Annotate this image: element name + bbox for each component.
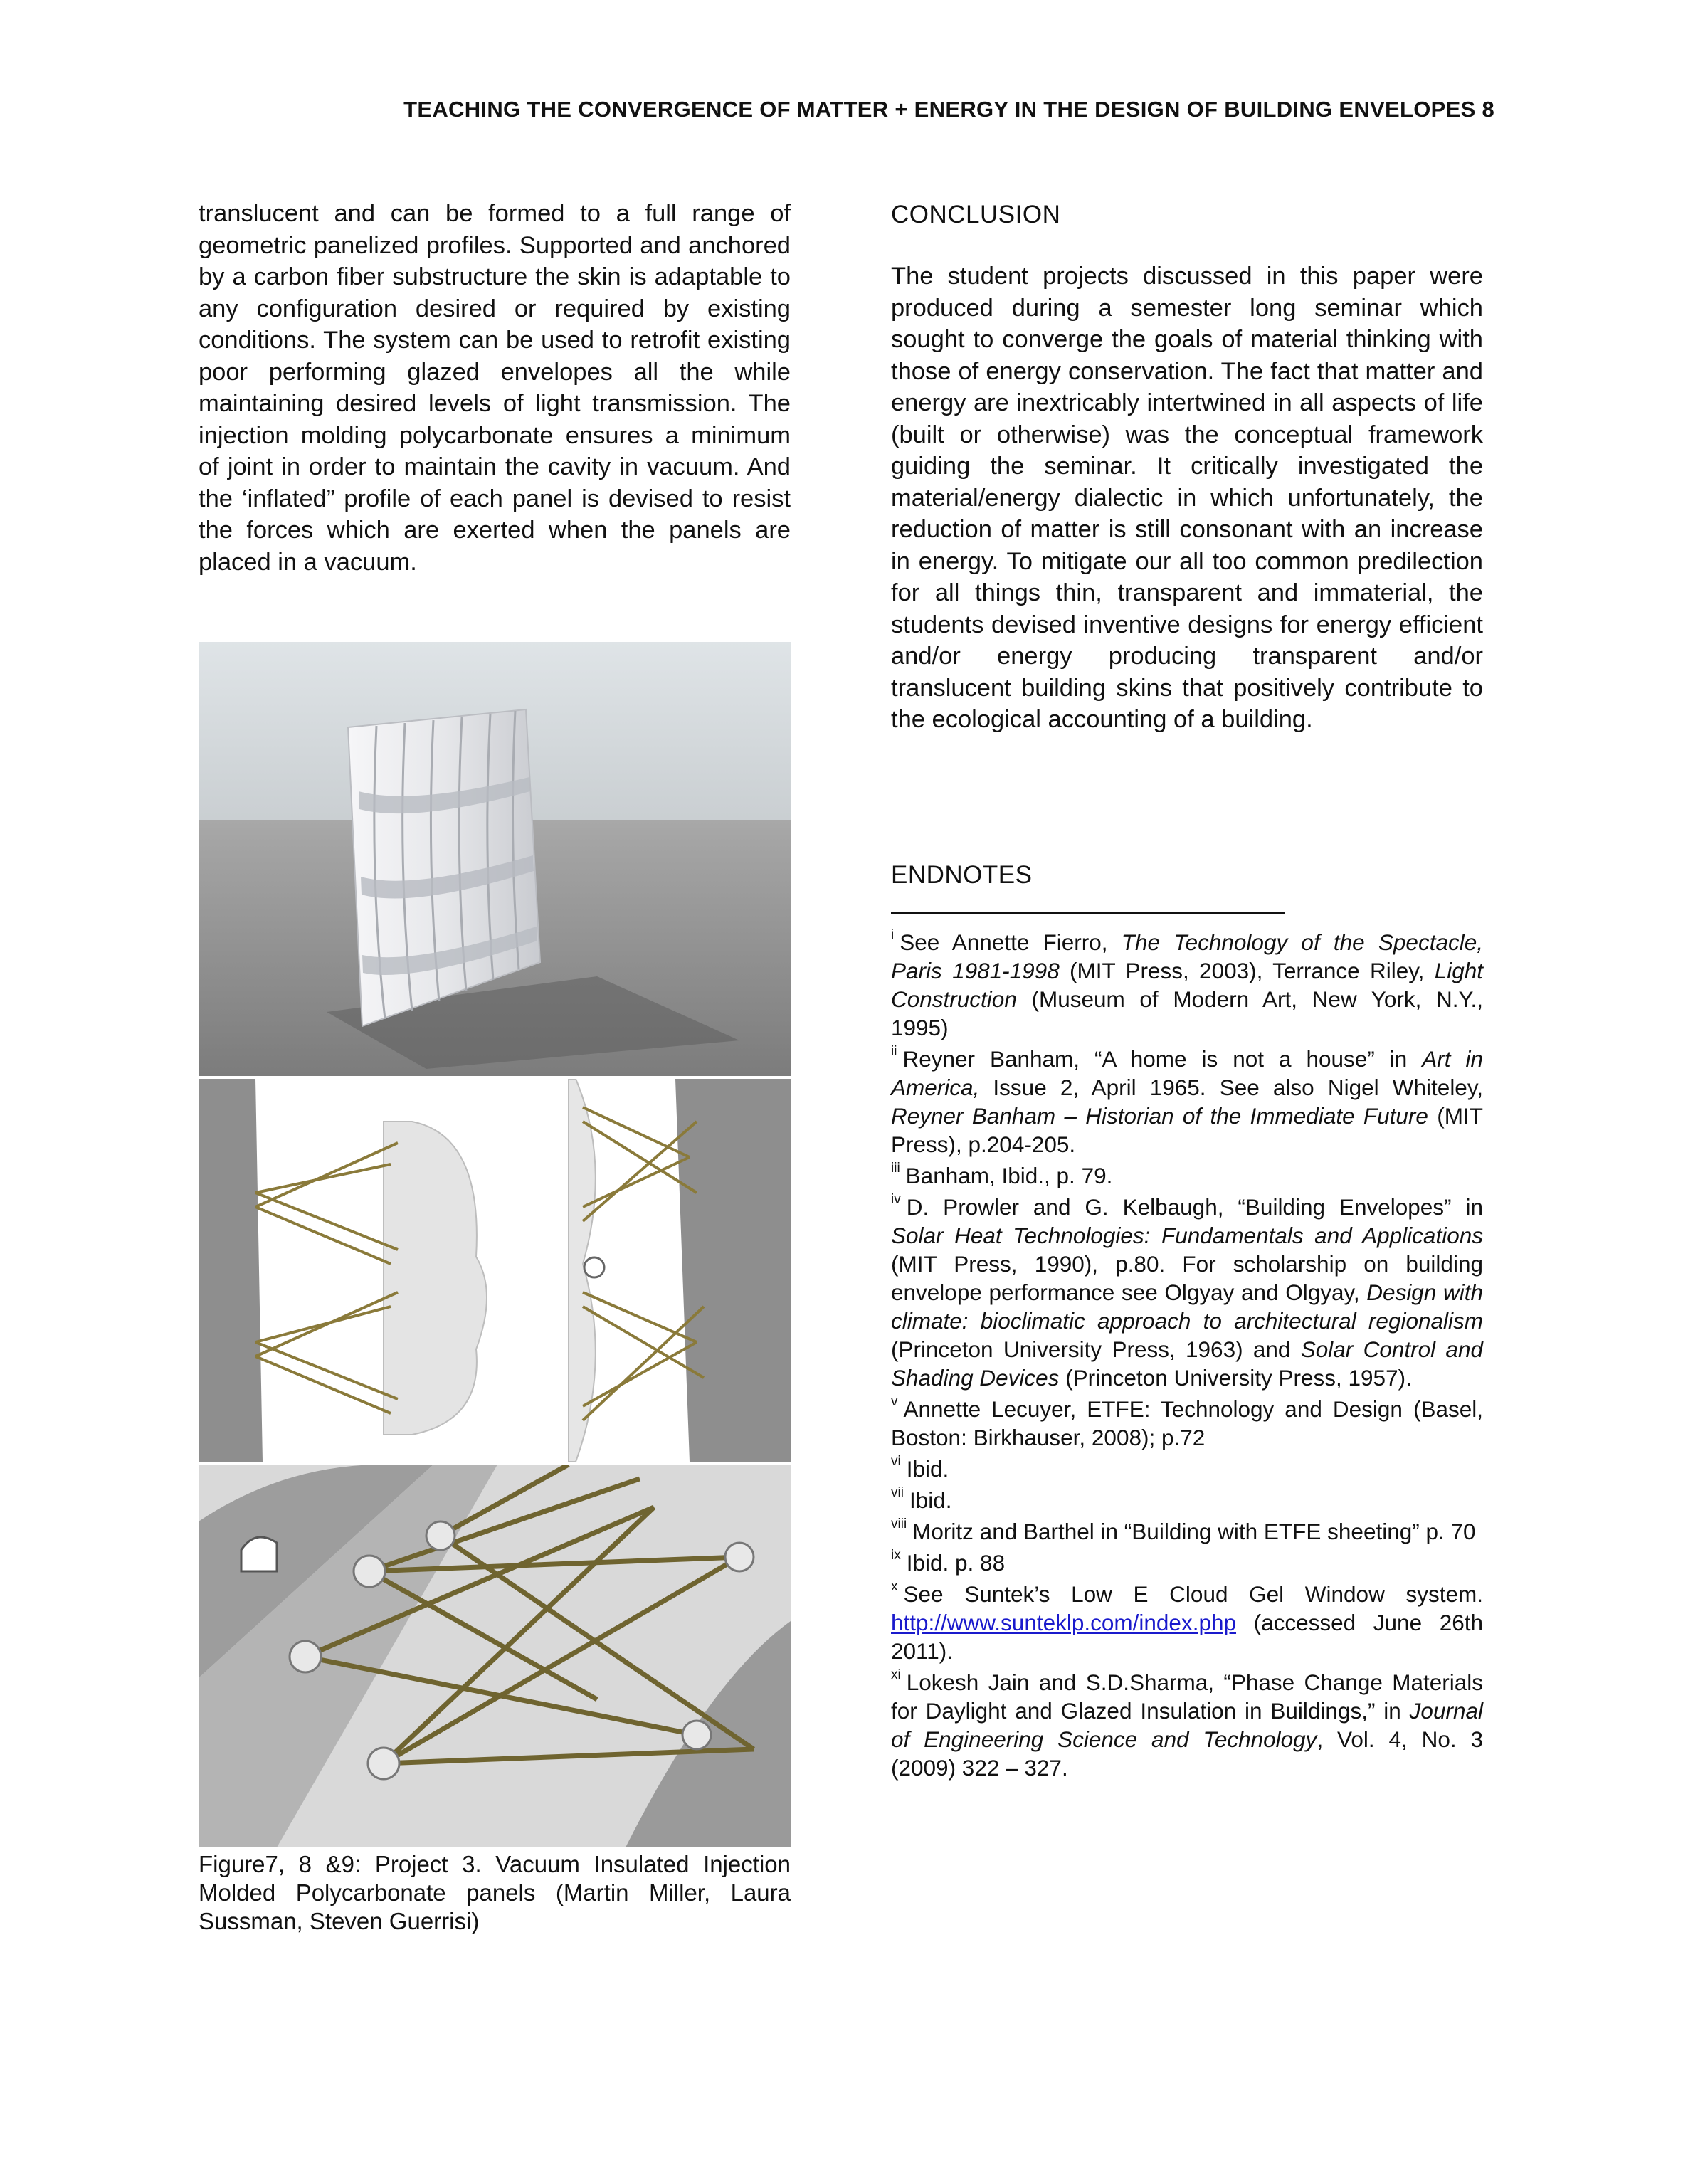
endnote-marker: viii (891, 1516, 907, 1531)
endnote-text: Ibid. (909, 1487, 952, 1513)
body-paragraph: translucent and can be formed to a full range of geometric panelized profiles. Supported and anchored by a carbon fiber substructure the skin is adaptable to any configuration desired or required by existing conditions. The system can be used to retrofit existing poor performing glazed envelopes all the while maintaining desired levels of light transmission. The injection molding polycarbonate ensures a minimum of joint in order to maintain the cavity in vacuum. And the ‘inflated” profile of each panel is devised to resist the forces which are exerted when the panels are placed in a vacuum. (199, 200, 791, 576)
endnotes-rule (891, 912, 1285, 914)
endnote-8 (891, 1517, 1483, 1546)
endnote-text: D. Prowler and G. Kelbaugh, “Building Envelopes” in (906, 1194, 1483, 1220)
endnote-marker: vii (891, 1485, 904, 1500)
endnote-title: The Technology of the Spectacle, Paris 1981-1998 (891, 929, 1483, 983)
endnote-marker: ii (891, 1044, 897, 1059)
endnote-11 (891, 1668, 1483, 1782)
endnote-10 (891, 1580, 1483, 1665)
endnote-2 (891, 1045, 1483, 1159)
endnote-text: (Princeton University Press, 1963) and (891, 1336, 1301, 1362)
running-header: TEACHING THE CONVERGENCE OF MATTER + ENERGY IN THE DESIGN OF BUILDING ENVELOPES 8 (403, 97, 1494, 122)
endnote-1 (891, 928, 1483, 1042)
endnote-text: Ibid. p. 88 (906, 1550, 1006, 1576)
endnote-text: Banham, Ibid., p. 79. (905, 1163, 1113, 1188)
endnotes-heading: ENDNOTES (891, 861, 1033, 889)
figure-8-cable-substructure-views (199, 1079, 791, 1462)
endnote-5 (891, 1395, 1483, 1452)
conclusion-paragraph: The student projects discussed in this paper were produced during a semester long seminar which sought to converge the goals of material thinking with those of energy conservation. The fact that matter and energy are inextricably intertwined in all aspects of life (built or otherwise) was the conceptual framework guiding the seminar. It critically investigated the material/energy dialectic in which unfortunately, the reduction of matter is still consonant with an increase in energy. To mitigate our all too common predilection for all things thin, transparent and immaterial, the students devised inventive designs for energy efficient and/or energy producing transparent and/or translucent building skins that positively contribute to the ecological accounting of a building. (891, 263, 1483, 733)
endnote-text: Issue 2, April 1965. See also Nigel Whiteley, (979, 1075, 1483, 1100)
endnote-marker: v (891, 1394, 898, 1409)
left-column (199, 198, 791, 578)
endnote-text: , Vol. 4, No. 3 (2009) 322 – 327. (891, 1726, 1483, 1781)
endnote-text: Annette Lecuyer, ETFE: Technology and Design (Basel, Boston: Birkhauser, 2008); p.72 (891, 1396, 1483, 1450)
endnote-marker: iii (891, 1161, 900, 1176)
figure-7-panel-wall-render (199, 642, 791, 1076)
endnote-marker: iv (891, 1192, 901, 1207)
endnote-text: Moritz and Barthel in “Building with ETFE sheeting” p. 70 (912, 1519, 1476, 1544)
endnote-text: Reyner Banham, “A home is not a house” in (902, 1046, 1423, 1072)
suntek-link[interactable]: http://www.sunteklp.com/index.php (891, 1610, 1237, 1635)
endnote-text: See Suntek’s Low E Cloud Gel Window system. (903, 1581, 1483, 1607)
endnote-text: See Annette Fierro, (900, 929, 1122, 955)
endnote-text: Lokesh Jain and S.D.Sharma, “Phase Change Materials for Daylight and Glazed Insulation in Buildings,” in (891, 1669, 1483, 1724)
endnote-title: Solar Control and Shading Devices (891, 1336, 1483, 1391)
endnote-text: (Museum of Modern Art, New York, N.Y., 1995) (891, 986, 1483, 1040)
endnote-marker: i (891, 927, 895, 942)
endnote-text: (MIT Press, 1990), p.80. For scholarship on building envelope performance see Olgyay and Olgyay, (891, 1251, 1483, 1305)
endnote-7 (891, 1486, 1483, 1514)
endnote-title: Journal of Engineering Science and Technology (891, 1698, 1483, 1752)
endnote-title: Design with climate: bioclimatic approach to architectural regionalism (891, 1280, 1483, 1334)
endnote-title: Art in America, (891, 1046, 1483, 1100)
endnote-marker: xi (891, 1667, 901, 1682)
endnote-6 (891, 1455, 1483, 1483)
endnote-3 (891, 1161, 1483, 1190)
endnote-marker: vi (891, 1454, 901, 1469)
conclusion-heading: CONCLUSION (891, 201, 1061, 228)
endnotes-list (891, 928, 1483, 1785)
endnote-title: Light Construction (891, 958, 1483, 1012)
endnote-text: (accessed June 26th 2011). (891, 1610, 1483, 1664)
endnote-4 (891, 1193, 1483, 1392)
endnote-title: Reyner Banham – Historian of the Immediate Future (891, 1103, 1428, 1129)
endnote-9 (891, 1549, 1483, 1577)
figure-caption: Figure7, 8 &9: Project 3. Vacuum Insulated Injection Molded Polycarbonate panels (Martin Miller, Laura Sussman, Steven Guerrisi) (199, 1851, 791, 1934)
figure-9-cable-node-detail (199, 1465, 791, 1847)
endnote-marker: x (891, 1579, 898, 1594)
endnote-text: (Princeton University Press, 1957). (1059, 1365, 1412, 1391)
endnote-text: (MIT Press), p.204-205. (891, 1103, 1483, 1157)
endnote-title: Solar Heat Technologies: Fundamentals and Applications (891, 1223, 1483, 1248)
endnote-text: Ibid. (906, 1456, 949, 1482)
conclusion-section (891, 260, 1483, 736)
endnote-text: (MIT Press, 2003), Terrance Riley, (1059, 958, 1435, 983)
endnote-marker: ix (891, 1548, 901, 1563)
